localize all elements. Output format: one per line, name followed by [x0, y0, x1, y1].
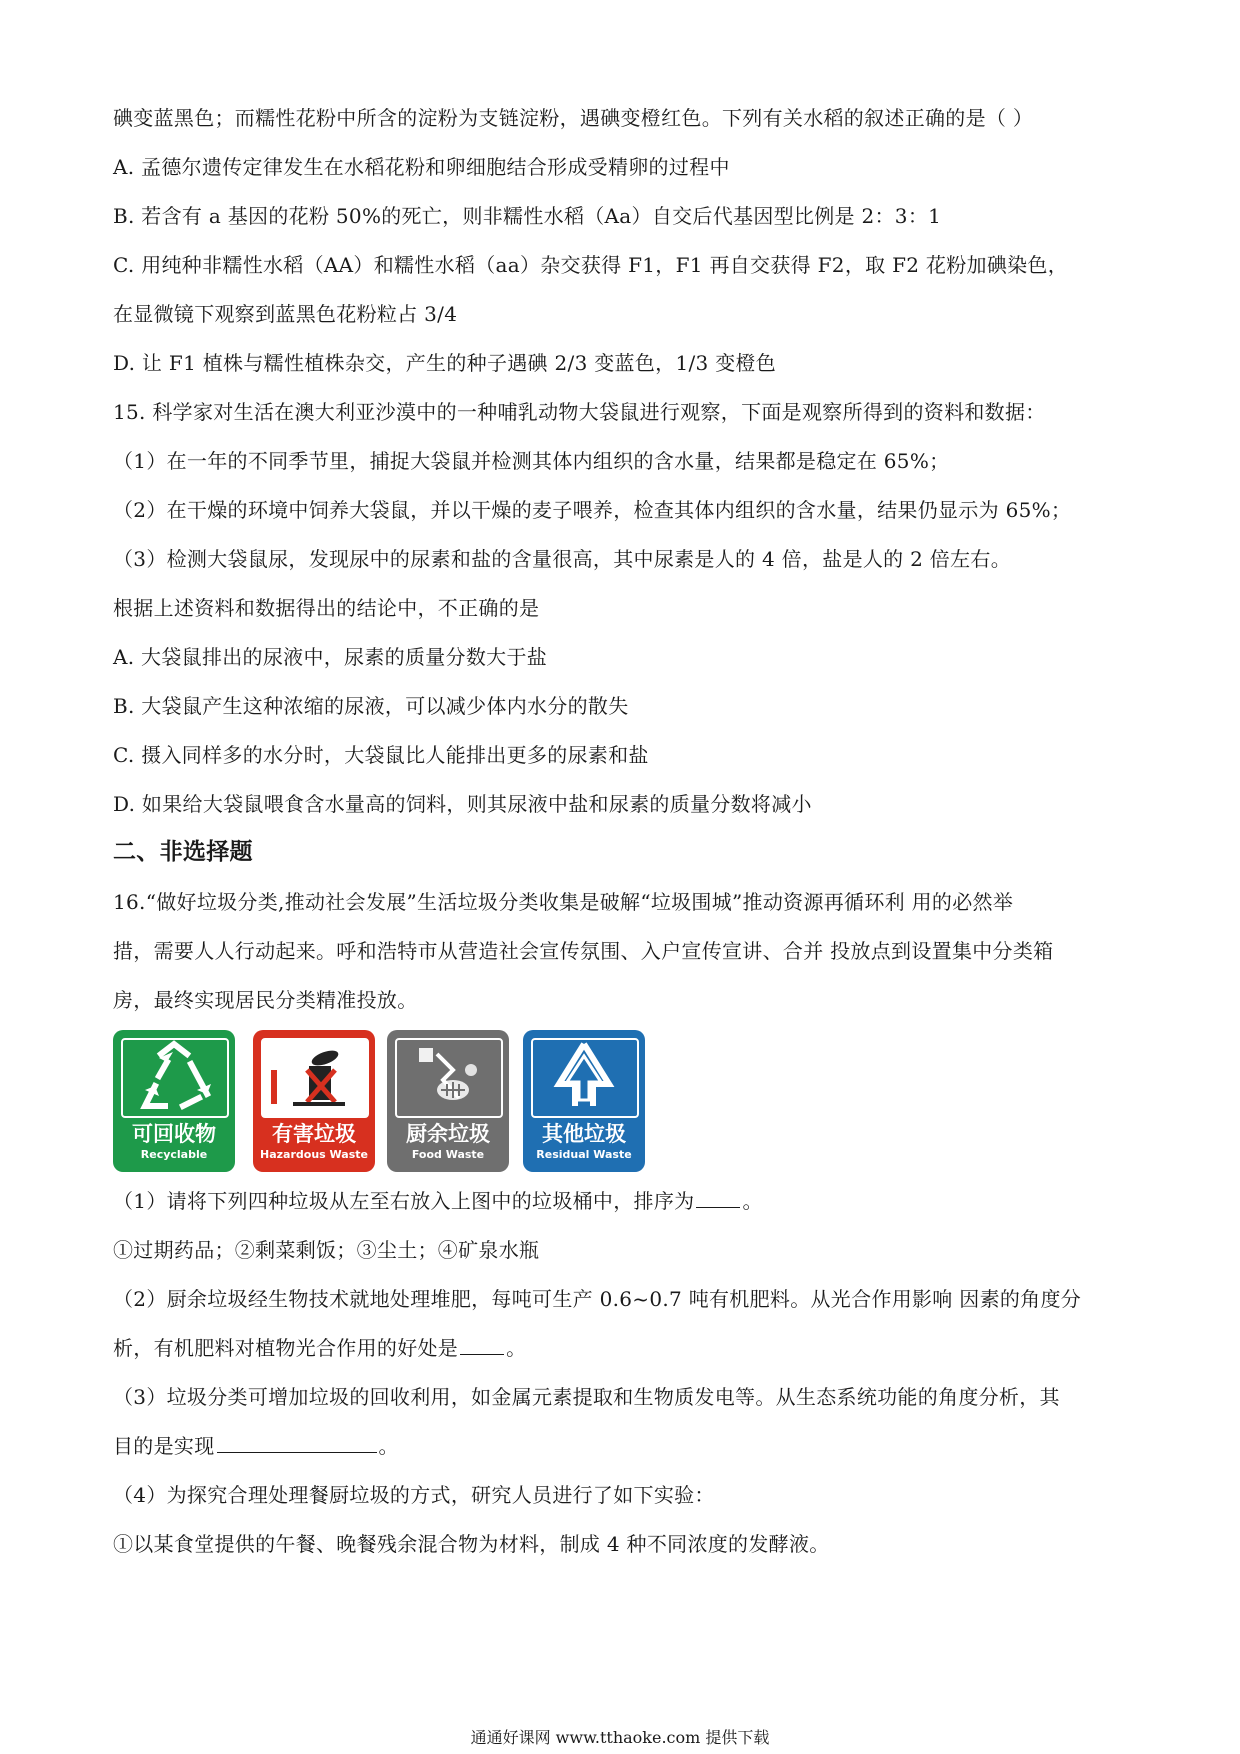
q14-stem-tail: 碘变蓝黑色；而糯性花粉中所含的淀粉为支链淀粉，遇碘变橙红色。下列有关水稻的叙述正确的是（ ） — [113, 106, 1034, 130]
q16-part3-line1: （3）垃圾分类可增加垃圾的回收利用，如金属元素提取和生物质发电等。从生态系统功能的角度分析，其 — [113, 1385, 1060, 1409]
answer-blank[interactable] — [460, 1334, 504, 1355]
q14-option-c-line2: 在显微镜下观察到蓝黑色花粉粒占 3/4 — [113, 302, 458, 326]
q14-option-a: A. 孟德尔遗传定律发生在水稻花粉和卵细胞结合形成受精卵的过程中 — [113, 155, 730, 179]
waste-sorting-signs — [113, 1030, 653, 1172]
q14-option-b: B. 若含有 a 基因的花粉 50%的死亡，则非糯性水稻（Aa）自交后代基因型比例是 2：3：1 — [113, 204, 942, 228]
answer-blank[interactable] — [217, 1432, 377, 1453]
sign-label-en: Food Waste — [411, 1148, 485, 1161]
sign-label-en: Residual Waste — [536, 1148, 632, 1161]
q16-part4-step1: ①以某食堂提供的午餐、晚餐残余混合物为材料，制成 4 种不同浓度的发酵液。 — [113, 1532, 830, 1556]
q15-stem: 15. 科学家对生活在澳大利亚沙漠中的一种哺乳动物大袋鼠进行观察，下面是观察所得到的资料和数据： — [113, 400, 1046, 424]
q15-option-b: B. 大袋鼠产生这种浓缩的尿液，可以减少体内水分的散失 — [113, 694, 629, 718]
residual-waste-sign — [523, 1030, 645, 1172]
fish-bone-icon — [397, 1040, 499, 1112]
recycle-arrows-icon — [123, 1040, 225, 1112]
tree-arrows-icon — [533, 1040, 635, 1112]
q16-part2-end: 。 — [506, 1336, 527, 1360]
sign-label-cn: 其他垃圾 — [542, 1122, 626, 1146]
sign-label-cn: 有害垃圾 — [272, 1122, 356, 1146]
battery-crossed-icon — [263, 1040, 365, 1112]
sign-label-cn: 厨余垃圾 — [406, 1122, 490, 1146]
q16-part4-line1: （4）为探究合理处理餐厨垃圾的方式，研究人员进行了如下实验： — [113, 1483, 715, 1507]
q16-part2-line2 — [113, 1334, 526, 1362]
q15-item-1: （1）在一年的不同季节里，捕捉大袋鼠并检测其体内组织的含水量，结果都是稳定在 65%； — [113, 449, 950, 473]
q16-part2-text: 析，有机肥料对植物光合作用的好处是 — [113, 1336, 459, 1360]
q16-part3-line2 — [113, 1432, 399, 1460]
q15-option-a: A. 大袋鼠排出的尿液中，尿素的质量分数大于盐 — [113, 645, 548, 669]
q16-part1-text: （1）请将下列四种垃圾从左至右放入上图中的垃圾桶中，排序为 — [113, 1189, 695, 1213]
q16-part3-end: 。 — [378, 1434, 399, 1458]
page-footer: 通通好课网 www.tthaoke.com 提供下载 — [470, 1728, 770, 1747]
q14-option-d: D. 让 F1 植株与糯性植株杂交，产生的种子遇碘 2/3 变蓝色，1/3 变橙色 — [113, 351, 777, 375]
sign-label-cn: 可回收物 — [132, 1122, 216, 1146]
sign-label-en: Recyclable — [140, 1148, 208, 1161]
q16-stem-line1: 16.“做好垃圾分类,推动社会发展”生活垃圾分类收集是破解“垃圾围城”推动资源再循环利 用的必然举 — [113, 890, 1014, 914]
q16-part1-end: 。 — [742, 1189, 763, 1213]
q15-option-c: C. 摄入同样多的水分时，大袋鼠比人能排出更多的尿素和盐 — [113, 743, 649, 767]
section-title: 二、非选择题 — [113, 839, 253, 865]
q14-option-c-line1: C. 用纯种非糯性水稻（AA）和糯性水稻（aa）杂交获得 F1，F1 再自交获得 F2，取 F2 花粉加碘染色， — [113, 253, 1069, 277]
food-waste-sign — [387, 1030, 509, 1172]
q15-question: 根据上述资料和数据得出的结论中，不正确的是 — [113, 596, 540, 620]
recyclable-sign — [113, 1030, 235, 1172]
q15-item-3: （3）检测大袋鼠尿，发现尿中的尿素和盐的含量很高，其中尿素是人的 4 倍，盐是人的 2 倍左右。 — [113, 547, 1012, 571]
q16-part3-text: 目的是实现 — [113, 1434, 215, 1458]
q16-part1 — [113, 1187, 763, 1215]
q15-item-2: （2）在干燥的环境中饲养大袋鼠，并以干燥的麦子喂养，检查其体内组织的含水量，结果仍显示为 65%； — [113, 498, 1072, 522]
q16-part1-items: ①过期药品；②剩菜剩饭；③尘土；④矿泉水瓶 — [113, 1238, 540, 1262]
q16-stem-line2: 措，需要人人行动起来。呼和浩特市从营造社会宣传氛围、入户宣传宣讲、合并 投放点到设置集中分类箱 — [113, 939, 1054, 963]
q16-part2-line1: （2）厨余垃圾经生物技术就地处理堆肥，每吨可生产 0.6~0.7 吨有机肥料。从光合作用影响 因素的角度分 — [113, 1287, 1082, 1311]
q16-stem-line3: 房，最终实现居民分类精准投放。 — [113, 988, 418, 1012]
q15-option-d: D. 如果给大袋鼠喂食含水量高的饲料，则其尿液中盐和尿素的质量分数将减小 — [113, 792, 812, 816]
sign-label-en: Hazardous Waste — [260, 1148, 368, 1161]
hazardous-waste-sign — [253, 1030, 375, 1172]
answer-blank[interactable] — [696, 1187, 740, 1208]
